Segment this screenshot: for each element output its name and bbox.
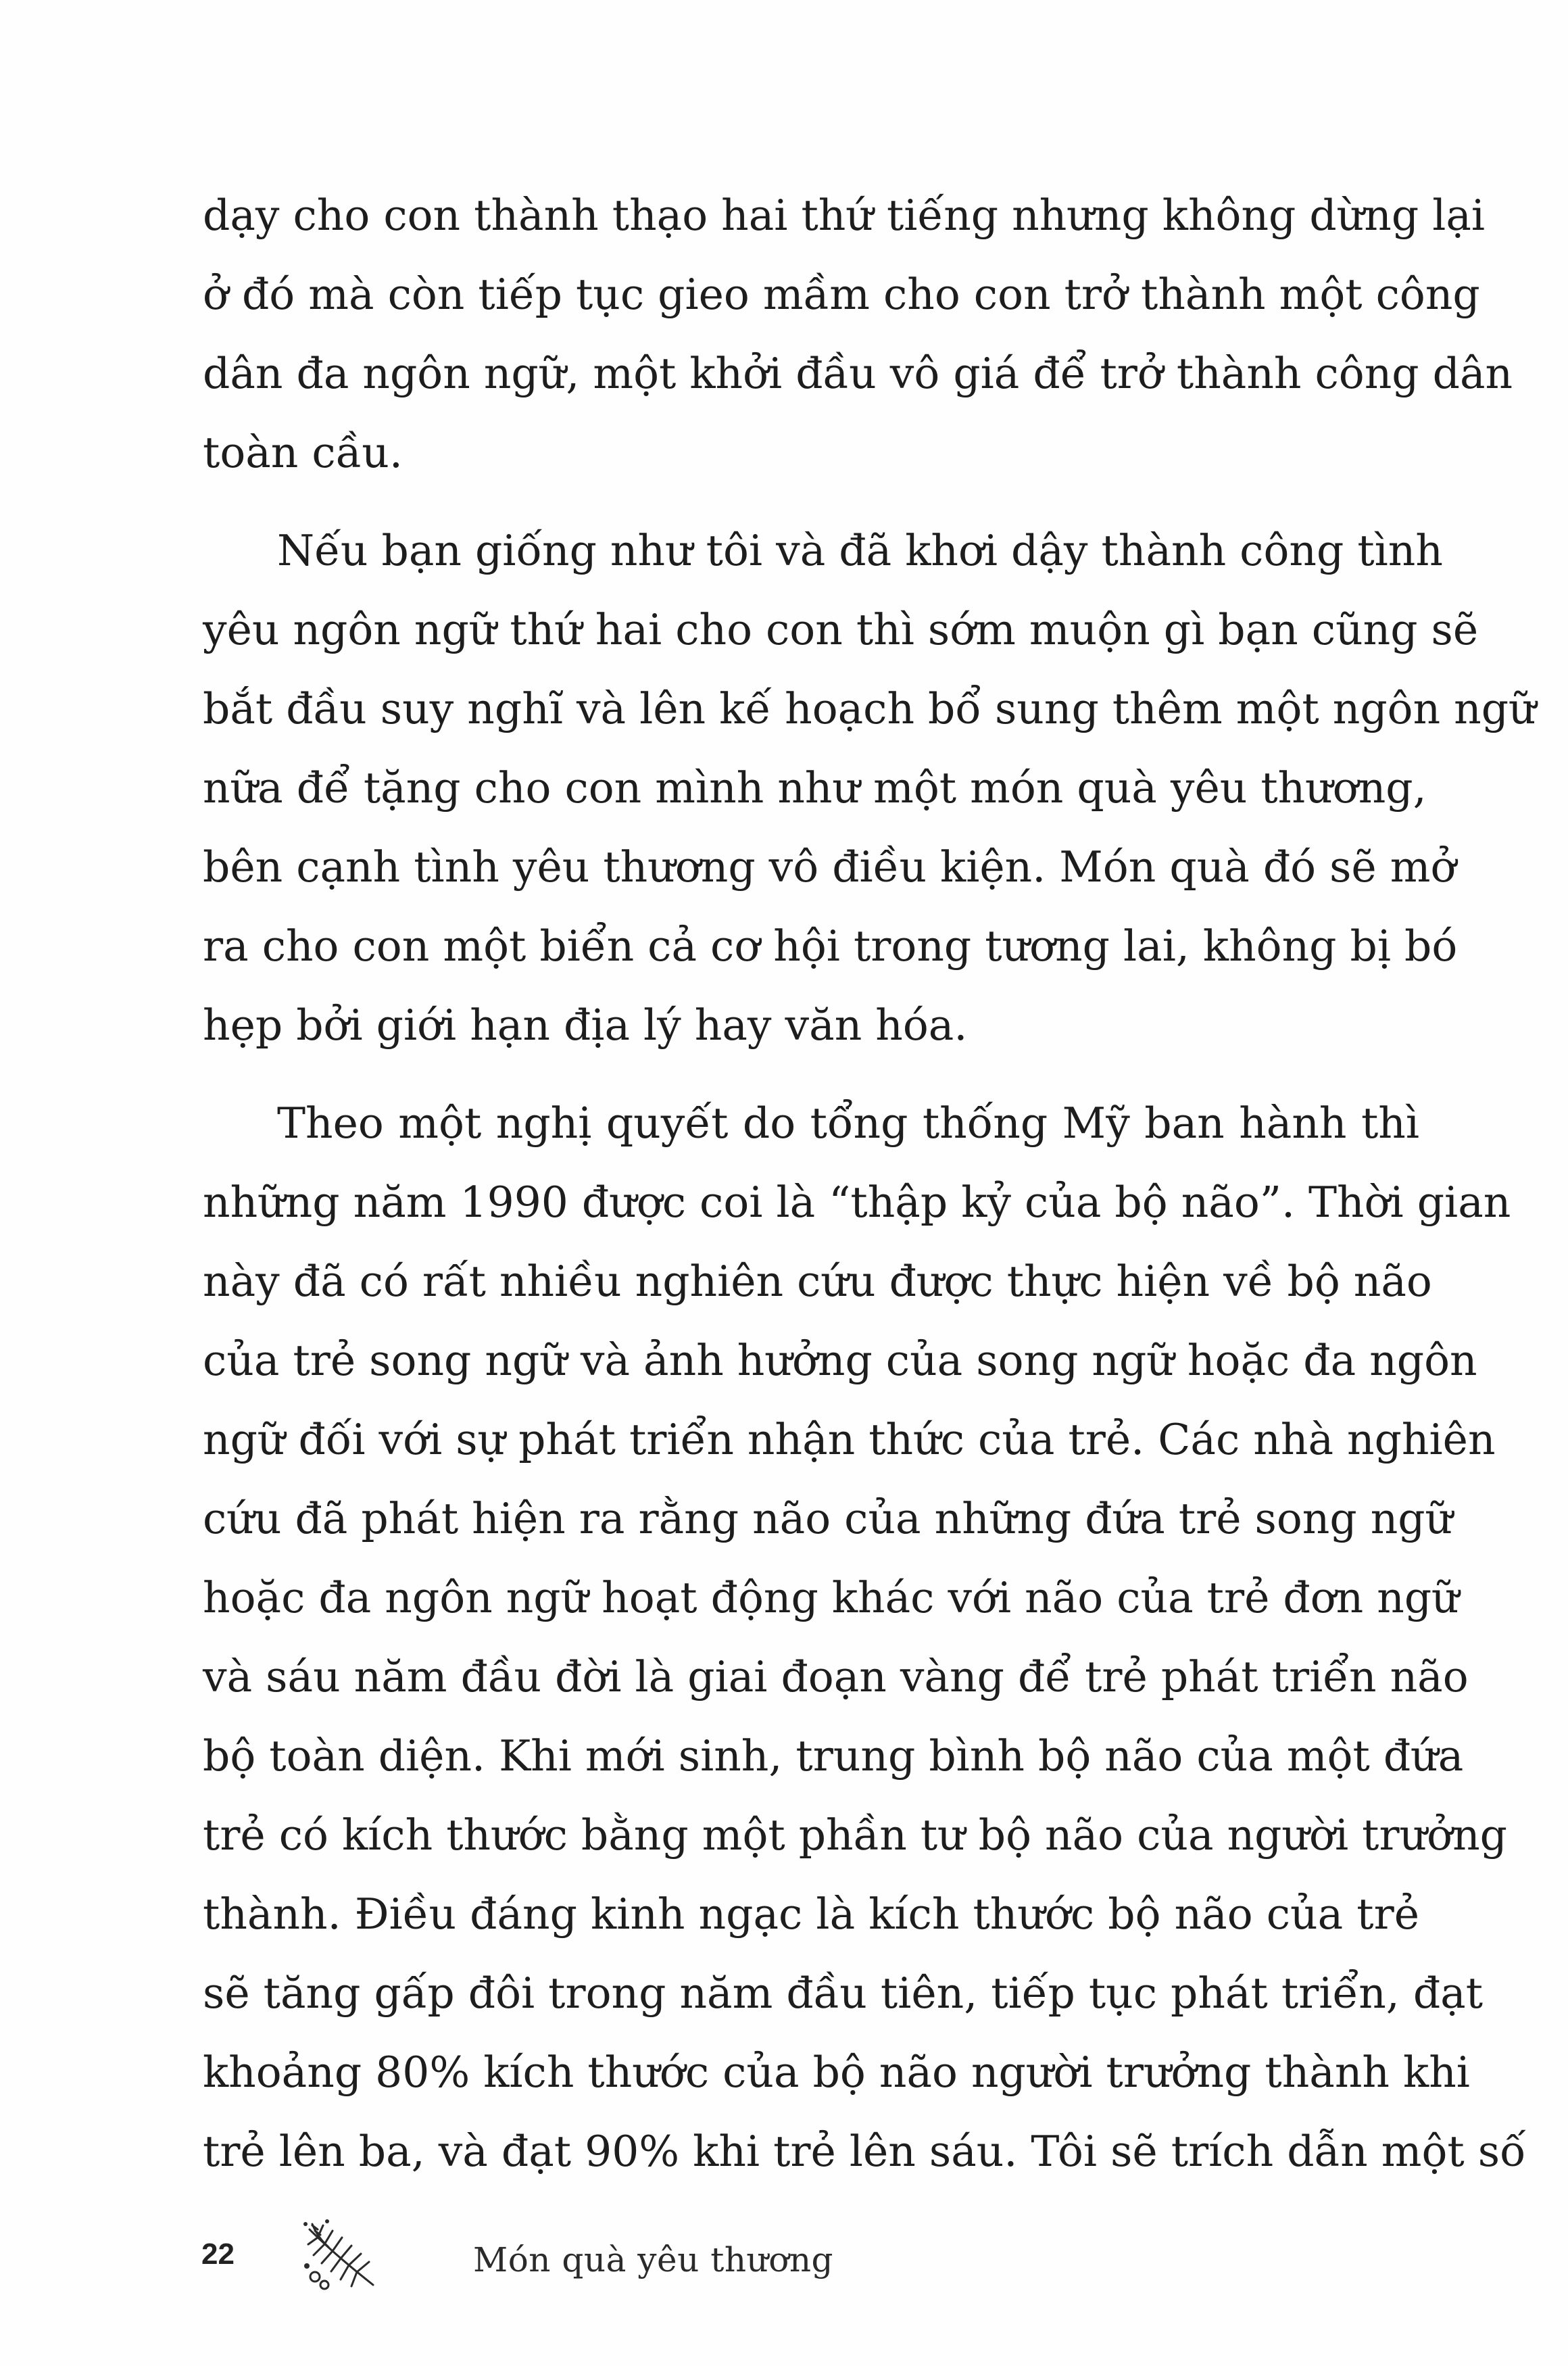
- text-line: dạy cho con thành thạo hai thứ tiếng nhưng không dừng lại: [203, 191, 1486, 240]
- text-line: sẽ tăng gấp đôi trong năm đầu tiên, tiếp tục phát triển, đạt: [203, 1969, 1484, 2018]
- text-line: ở đó mà còn tiếp tục gieo mầm cho con trở thành một công: [203, 270, 1480, 319]
- text-line: của trẻ song ngữ và ảnh hưởng của song ngữ hoặc đa ngôn: [203, 1336, 1477, 1385]
- text-line: trẻ lên ba, và đạt 90% khi trẻ lên sáu. Tôi sẽ trích dẫn một số: [203, 2127, 1526, 2176]
- text-line: dân đa ngôn ngữ, một khởi đầu vô giá để trở thành công dân: [203, 349, 1513, 398]
- text-line: ngữ đối với sự phát triển nhận thức của trẻ. Các nhà nghiên: [203, 1415, 1496, 1464]
- text-line: thành. Điều đáng kinh ngạc là kích thước bộ não của trẻ: [203, 1889, 1419, 1939]
- text-line: cứu đã phát hiện ra rằng não của những đứa trẻ song ngữ: [203, 1494, 1453, 1543]
- text-line: Nếu bạn giống như tôi và đã khơi dậy thành công tình: [277, 526, 1443, 575]
- text-line: trẻ có kích thước bằng một phần tư bộ não của người trưởng: [203, 1810, 1507, 1860]
- text-line: bộ toàn diện. Khi mới sinh, trung bình bộ não của một đứa: [203, 1731, 1464, 1781]
- text-line: nữa để tặng cho con mình như một món quà yêu thương,: [203, 763, 1427, 813]
- body-text: [203, 176, 1536, 2191]
- text-line: và sáu năm đầu đời là giai đoạn vàng để trẻ phát triển não: [203, 1652, 1469, 1701]
- pine-branch-icon: [297, 2217, 385, 2298]
- text-line: toàn cầu.: [203, 428, 403, 477]
- page-footer: [0, 2217, 1568, 2298]
- paragraph: [203, 1084, 1526, 2191]
- text-line: khoảng 80% kích thước của bộ não người trưởng thành khi: [203, 2048, 1470, 2097]
- page-number: 22: [201, 2238, 235, 2271]
- text-line: bên cạnh tình yêu thương vô điều kiện. Món quà đó sẽ mở: [203, 842, 1456, 892]
- text-line: yêu ngôn ngữ thứ hai cho con thì sớm muộn gì bạn cũng sẽ: [203, 605, 1479, 654]
- text-line: những năm 1990 được coi là “thập kỷ của bộ não”. Thời gian: [203, 1178, 1511, 1227]
- running-title: Món quà yêu thương: [473, 2240, 834, 2279]
- text-line: Theo một nghị quyết do tổng thống Mỹ ban hành thì: [277, 1098, 1419, 1148]
- text-line: ra cho con một biển cả cơ hội trong tương lai, không bị bó: [203, 921, 1458, 971]
- paragraph: [203, 511, 1536, 1065]
- text-line: hoặc đa ngôn ngữ hoạt động khác với não của trẻ đơn ngữ: [203, 1573, 1459, 1622]
- paragraph: [203, 176, 1513, 492]
- text-line: hẹp bởi giới hạn địa lý hay văn hóa.: [203, 1000, 968, 1050]
- text-line: này đã có rất nhiều nghiên cứu được thực hiện về bộ não: [203, 1257, 1432, 1306]
- text-line: bắt đầu suy nghĩ và lên kế hoạch bổ sung thêm một ngôn ngữ: [203, 684, 1536, 733]
